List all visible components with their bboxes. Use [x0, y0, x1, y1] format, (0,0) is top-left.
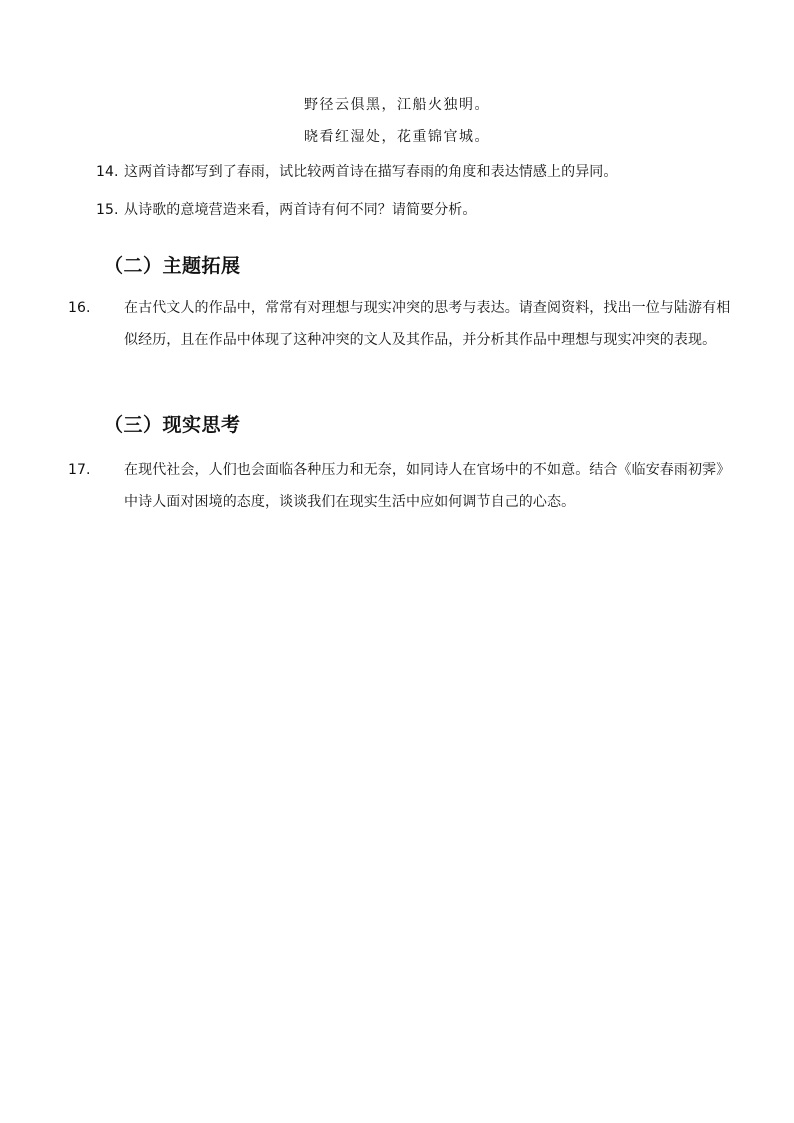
question-text: 在古代文人的作品中，常常有对理想与现实冲突的思考与表达。请查阅资料，找出一位与陆游有相似经历，且在作品中体现了这种冲突的文人及其作品，并分析其作品中理想与现实冲突的表现。 — [124, 300, 731, 348]
poem-line-2: 晓看红湿处，花重锦官城。 — [304, 129, 490, 145]
question-number: 14. — [96, 164, 119, 180]
question-text: 在现代社会，人们也会面临各种压力和无奈，如同诗人在官场中的不如意。结合《临安春雨初霁》中诗人面对困境的态度，谈谈我们在现实生活中应如何调节自己的心态。 — [124, 462, 731, 510]
poem-line-1: 野径云俱黑，江船火独明。 — [304, 97, 490, 113]
question-15 — [96, 194, 706, 226]
question-17 — [68, 454, 734, 518]
question-number: 16. — [68, 300, 91, 316]
section-heading-theme-extension: （二）主题拓展 — [104, 255, 241, 277]
question-text: 这两首诗都写到了春雨，试比较两首诗在描写春雨的角度和表达情感上的异同。 — [124, 164, 618, 180]
question-text: 从诗歌的意境营造来看，两首诗有何不同？请简要分析。 — [124, 202, 477, 218]
question-14 — [96, 156, 706, 188]
question-16 — [68, 292, 734, 356]
question-number: 17. — [68, 462, 91, 478]
section-heading-reality-reflection: （三）现实思考 — [104, 414, 241, 436]
question-number: 15. — [96, 202, 119, 218]
